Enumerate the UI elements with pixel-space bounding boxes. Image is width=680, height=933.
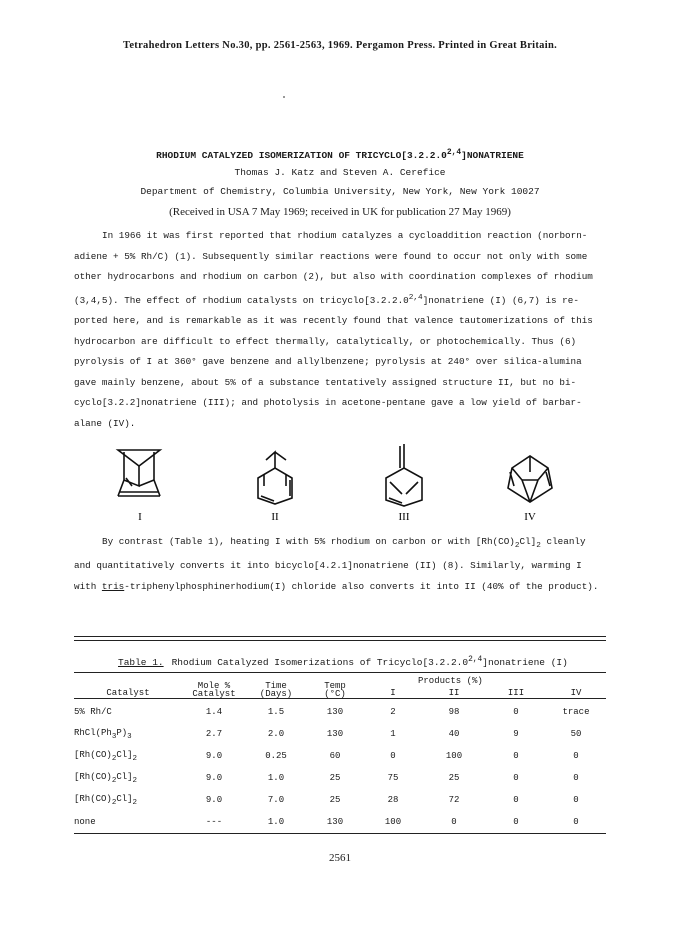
cell-ii: 100 bbox=[445, 751, 463, 761]
structure-label-I: I bbox=[138, 511, 142, 523]
cell-catalyst: 5% Rh/C bbox=[74, 707, 112, 717]
cell-mole: 1.4 bbox=[205, 707, 223, 717]
text-line: In 1966 it was first reported that rhodium catalyzes a cycloaddition reaction (norborn- bbox=[102, 230, 588, 241]
title-superscript: 2,4 bbox=[446, 148, 462, 157]
col-iv: IV bbox=[570, 688, 582, 698]
table-row bbox=[74, 811, 606, 834]
cell-mole: 9.0 bbox=[205, 795, 223, 805]
col-temp-l2: (°C) bbox=[324, 689, 346, 699]
cell-iv: 50 bbox=[570, 729, 582, 739]
table-row bbox=[74, 723, 606, 745]
col-i: I bbox=[390, 688, 396, 698]
col-time-l1: Time bbox=[265, 681, 287, 691]
cell-temp: 130 bbox=[326, 707, 344, 717]
cell-iv: 0 bbox=[573, 817, 579, 827]
products-header: Products (%) bbox=[418, 676, 483, 686]
cell-iv: trace bbox=[562, 707, 590, 717]
structure-label-II: II bbox=[271, 511, 279, 523]
text-segment: cleanly bbox=[540, 536, 586, 547]
cell-iii: 0 bbox=[513, 817, 519, 827]
text-segment: (3,4,5). The effect of rhodium catalysts on tricyclo[3.2.2.0 bbox=[74, 294, 409, 306]
cell-mole: 2.7 bbox=[205, 729, 223, 739]
structure-II bbox=[258, 452, 292, 504]
table-top-rule-2 bbox=[74, 640, 606, 641]
cell-ii: 25 bbox=[448, 773, 460, 783]
paragraph-intro bbox=[74, 226, 602, 434]
cell-ii: 72 bbox=[448, 795, 460, 805]
cell-time: 0.25 bbox=[265, 751, 287, 761]
scan-speck bbox=[283, 96, 285, 98]
table-label: Table 1. bbox=[118, 657, 164, 669]
cell-iv: 0 bbox=[573, 795, 579, 805]
cell-iv: 0 bbox=[573, 773, 579, 783]
caption-text: Rhodium Catalyzed Isomerizations of Tricyclo[3.2.2.0 bbox=[171, 657, 469, 669]
cell-i: 100 bbox=[384, 817, 402, 827]
table-header-row bbox=[74, 676, 606, 699]
cell-mole: --- bbox=[205, 817, 223, 827]
text-line bbox=[74, 288, 602, 312]
text-line: pyrolysis of I at 360° gave benzene and allylbenzene; pyrolysis at 240° over silica-alumina bbox=[74, 356, 582, 368]
text-segment: with bbox=[74, 580, 102, 592]
text-line: alane (IV). bbox=[74, 417, 136, 429]
cell-i: 28 bbox=[387, 795, 399, 805]
text-line: adiene + 5% Rh/C) (1). Subsequently similar reactions were found to occur not only with some bbox=[74, 250, 588, 262]
subscript: 2 bbox=[536, 541, 541, 550]
col-mole bbox=[182, 676, 246, 699]
cell-temp: 130 bbox=[326, 817, 344, 827]
title-suffix: ]NONATRIENE bbox=[461, 150, 524, 162]
structure-IV bbox=[508, 456, 552, 502]
cell-time: 1.0 bbox=[267, 773, 285, 783]
structure-label-III: III bbox=[398, 511, 410, 523]
text-line: and quantitatively converts it into bicyclo[4.2.1]nonatriene (II) (8). Similarly, warming I bbox=[74, 560, 582, 572]
cell-i: 0 bbox=[390, 751, 396, 761]
cell-iii: 0 bbox=[513, 751, 519, 761]
cell-temp: 25 bbox=[329, 795, 341, 805]
results-table bbox=[74, 676, 606, 834]
caption-text: ]nonatriene (I) bbox=[482, 657, 568, 669]
page-number: 2561 bbox=[329, 852, 351, 864]
caption-superscript: 2,4 bbox=[468, 655, 483, 664]
cell-iii: 0 bbox=[513, 773, 519, 783]
table-row bbox=[74, 789, 606, 811]
table-row bbox=[74, 745, 606, 767]
table-caption bbox=[118, 655, 568, 668]
table-row bbox=[74, 701, 606, 723]
affiliation: Department of Chemistry, Columbia University, New York, New York 10027 bbox=[140, 186, 540, 197]
cell-ii: 40 bbox=[448, 729, 460, 739]
cell-catalyst: none bbox=[74, 817, 96, 827]
cell-i: 2 bbox=[390, 707, 396, 717]
cell-temp: 130 bbox=[326, 729, 344, 739]
structure-III bbox=[386, 444, 422, 506]
text-segment: ]nonatriene (I) (6,7) is re- bbox=[422, 294, 579, 306]
cell-time: 1.0 bbox=[267, 817, 285, 827]
col-time-l2: (Days) bbox=[259, 689, 293, 699]
cell-catalyst: $[Rh(CO)_2Cl]_2$ bbox=[74, 793, 138, 807]
title-prefix: RHODIUM CATALYZED ISOMERIZATION OF TRICYCLO[3.2.2.0 bbox=[156, 150, 447, 162]
cell-catalyst: $[Rh(CO)_2Cl]_2$ bbox=[74, 749, 138, 763]
structure-label-IV: IV bbox=[524, 511, 536, 523]
cell-temp: 60 bbox=[329, 751, 341, 761]
authors: Thomas J. Katz and Steven A. Cerefice bbox=[234, 167, 446, 178]
text-line: cyclo[3.2.2]nonatriene (III); and photolysis in acetone-pentane gave a low yield of barbar- bbox=[74, 397, 582, 409]
table-header-rule bbox=[74, 672, 606, 673]
cell-iii: 9 bbox=[513, 729, 519, 739]
paragraph-results bbox=[74, 532, 602, 597]
table-top-rule bbox=[74, 636, 606, 637]
cell-mole: 9.0 bbox=[205, 751, 223, 761]
cell-i: 1 bbox=[390, 729, 396, 739]
cell-iii: 0 bbox=[513, 795, 519, 805]
received-line: (Received in USA 7 May 1969; received in UK for publication 27 May 1969) bbox=[169, 206, 511, 218]
structure-I bbox=[118, 450, 160, 496]
cell-iii: 0 bbox=[513, 707, 519, 717]
text-line: gave mainly benzene, about 5% of a substance tentatively assigned structure II, but no bi- bbox=[74, 376, 577, 388]
col-catalyst: Catalyst bbox=[106, 688, 150, 698]
col-mole-l1: Mole % bbox=[197, 681, 231, 691]
col-time bbox=[246, 676, 306, 699]
cell-ii: 0 bbox=[451, 817, 457, 827]
cell-catalyst: $[Rh(CO)_2Cl]_2$ bbox=[74, 771, 138, 785]
text-line: other hydrocarbons and rhodium on carbon (2), but also with coordination complexes of rhodium bbox=[74, 271, 593, 282]
cell-time: 2.0 bbox=[267, 729, 285, 739]
col-temp-l1: Temp bbox=[324, 681, 346, 691]
subscript: 2 bbox=[514, 541, 520, 550]
text-segment: -triphenylphosphinerhodium(I) chloride also converts it into II (40% of the product). bbox=[124, 580, 599, 592]
text-line bbox=[74, 577, 602, 598]
superscript: 2,4 bbox=[408, 293, 423, 302]
journal-header: Tetrahedron Letters No.30, pp. 2561-2563, 1969. Pergamon Press. Printed in Great Britain. bbox=[122, 40, 558, 51]
cell-temp: 25 bbox=[329, 773, 341, 783]
col-ii: II bbox=[448, 688, 460, 698]
cell-catalyst: $RhCl(Ph_3P)_3$ bbox=[74, 727, 132, 741]
cell-ii: 98 bbox=[448, 707, 460, 717]
cell-time: 1.5 bbox=[267, 707, 285, 717]
chemical-structures bbox=[0, 438, 680, 528]
col-mole-l2: Catalyst bbox=[192, 689, 236, 699]
col-iii: III bbox=[507, 688, 525, 698]
cell-mole: 9.0 bbox=[205, 773, 223, 783]
article-title bbox=[0, 148, 680, 161]
italic-term: tris bbox=[101, 580, 125, 592]
text-line: hydrocarbon are difficult to effect thermally, catalytically, or photochemically. Thus (6) bbox=[74, 335, 577, 347]
text-segment: Cl] bbox=[519, 536, 537, 547]
table-row bbox=[74, 767, 606, 789]
text-line: ported here, and is remarkable as it was recently found that valence tautomerizations of this bbox=[74, 315, 593, 327]
cell-time: 7.0 bbox=[267, 795, 285, 805]
text-line bbox=[74, 532, 602, 556]
col-temp bbox=[306, 676, 364, 699]
text-segment: By contrast (Table 1), heating I with 5% rhodium on carbon or with [Rh(CO) bbox=[102, 536, 515, 547]
cell-iv: 0 bbox=[573, 751, 579, 761]
cell-i: 75 bbox=[387, 773, 399, 783]
